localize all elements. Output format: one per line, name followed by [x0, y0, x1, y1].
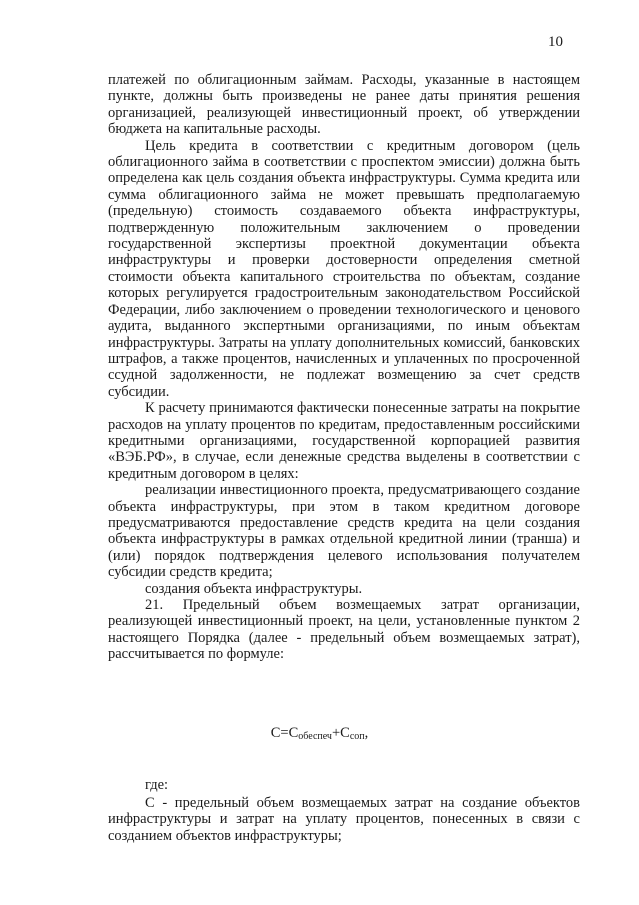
formula-plus: +С	[331, 725, 350, 741]
list-item-infrastructure-creation: создания объекта инфраструктуры.	[145, 580, 363, 597]
list-item-project-implementation: реализации инвестиционного проекта, предусматривающего создание объекта инфраструктуры, при этом в таком кредитном договоре предусматриваются предоставление средств кредита на цели создания объекта инфраструктуры в рамках отдельной кредитной линии (транша) и (или) порядок подтверждения целевого использования получателем субсидии средств кредита;	[108, 482, 580, 581]
formula-subscript-1: обеспеч	[298, 731, 332, 742]
paragraph-continuation: платежей по облигационным займам. Расходы, указанные в настоящем пункте, должны быть произведены не ранее даты принятия решения организацией, реализующей инвестиционный проект, об утверждении бюджета на капитальные расходы.	[108, 72, 580, 138]
body-text	[108, 72, 580, 663]
paragraph-calculation-costs: К расчету принимаются фактически понесенные затраты на покрытие расходов на уплату процентов по кредитам, предоставленным российскими кредитными организациями, государственной корпорацией развития «ВЭБ.РФ», в случае, если денежные средства выделены в соответствии с кредитным договором в целях:	[108, 400, 580, 482]
formula-lhs: С=С	[270, 725, 299, 741]
where-label: где:	[145, 777, 169, 793]
definition-c: С - предельный объем возмещаемых затрат на создание объектов инфраструктуры и затрат на уплату процентов, понесенных в связи с созданием объектов инфраструктуры;	[108, 795, 580, 844]
page-number: 10	[548, 34, 563, 50]
formula-tail: ,	[364, 725, 369, 741]
definitions	[108, 795, 580, 844]
formula	[0, 725, 639, 742]
formula-subscript-2: соп	[349, 731, 365, 742]
paragraph-item-21: 21. Предельный объем возмещаемых затрат организации, реализующей инвестиционный проект, на цели, установленные пунктом 2 настоящего Порядка (далее - предельный объем возмещаемых затрат), рассчитывается по формуле:	[108, 597, 580, 663]
paragraph-credit-purpose: Цель кредита в соответствии с кредитным договором (цель облигационного займа в соответствии с проспектом эмиссии) должна быть определена как цель создания объекта инфраструктуры. Сумма кредита или сумма облигационного займа не может превышать предполагаемую (предельную) стоимость создаваемого объекта инфраструктуры, подтвержденную положительным заключением о проведении государственной экспертизы проектной документации объекта инфраструктуры и проверки достоверности определения сметной стоимости объекта капитального строительства по объектам, создание которых регулируется градостроительным законодательством Российской Федерации, либо заключением о проведении технологического и ценового аудита, выданного экспертными организациями, по иным объектам инфраструктуры. Затраты на уплату дополнительных комиссий, банковских штрафов, а также процентов, начисленных и уплаченных по просроченной ссудной задолженности, не подлежат возмещению за счет средств субсидии.	[108, 137, 580, 400]
